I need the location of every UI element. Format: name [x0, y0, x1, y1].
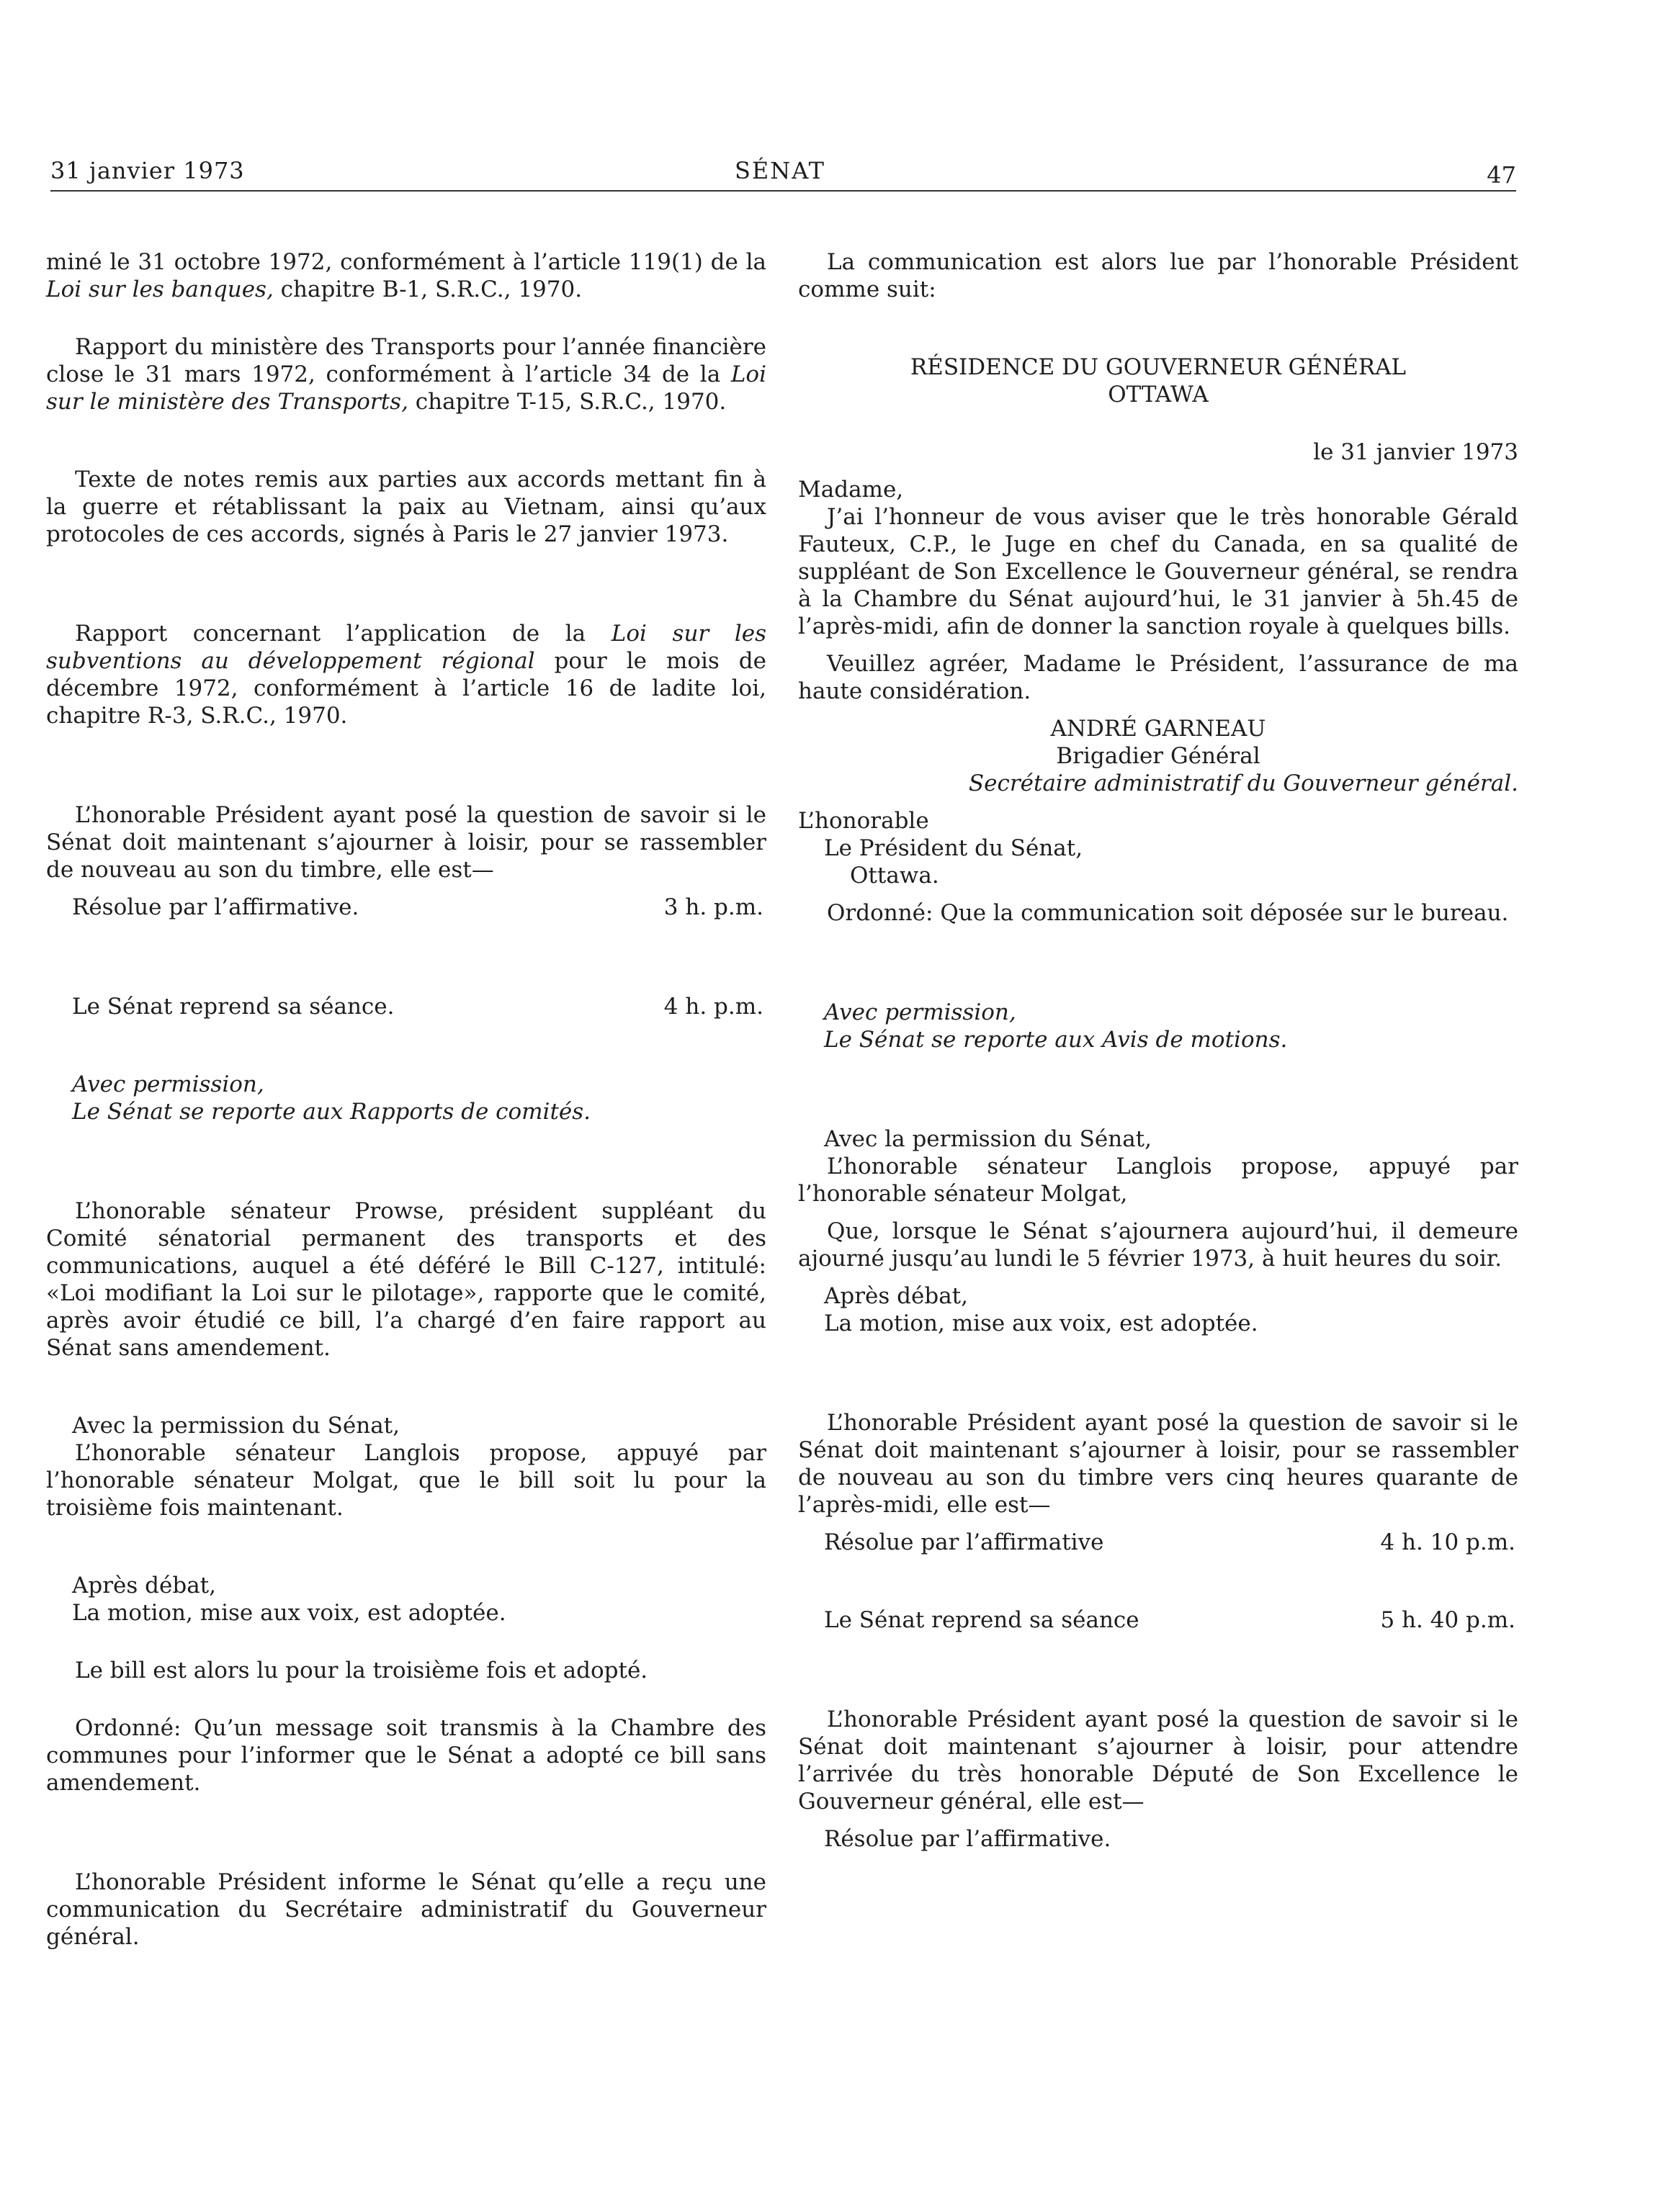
italic-line [46, 1071, 766, 1098]
sitting-resumed-line [46, 993, 766, 1020]
paragraph: J’ai l’honneur de vous aviser que le très honorable Gérald Fauteux, C.P., le Juge en chef du Canada, en sa qualité de suppléant de Son Excellence le Gouverneur général, se rendra à la Chambre du Sénat aujourd’hui, le 31 janvier à 5h.45 de l’après-midi, afin de donner la sanction royale à quelques bills. [798, 504, 1518, 639]
header-rule [50, 190, 1516, 192]
italic-run: Loi sur les subventions au développement régional [46, 621, 766, 674]
italic-run: Avec permission, [824, 999, 1016, 1025]
paragraph [46, 248, 766, 303]
text-run: chapitre B-1, S.R.C., 1970. [273, 276, 583, 302]
signature-name: ANDRÉ GARNEAU [1050, 716, 1266, 742]
paragraph: L’honorable sénateur Langlois propose, appuyé par l’honorable sénateur Molgat, que le bill soit lu pour la troisième fois maintenant. [46, 1440, 766, 1521]
paragraph: L’honorable Président informe le Sénat qu’elle a reçu une communication du Secrétaire administratif du Gouverneur général. [46, 1869, 766, 1950]
text-run: miné le 31 octobre 1972, conformément à l’article 119(1) de la [46, 249, 766, 275]
paragraph-line: Avec la permission du Sénat, [824, 1126, 1152, 1152]
page-number: 47 [1487, 161, 1516, 189]
paragraph: Texte de notes remis aux parties aux accords mettant fin à la guerre et rétablissant la paix au Vietnam, ainsi qu’aux protocoles de ces accords, signés à Paris le 27 janvier 1973. [46, 467, 766, 547]
letter-date: le 31 janvier 1973 [1313, 439, 1518, 465]
paragraph: L’honorable Président ayant posé la question de savoir si le Sénat doit maintenant s’ajourner à loisir, pour attendre l’arrivée du très honorable Député de Son Excellence le Gouverneur général, elle est— [798, 1707, 1518, 1815]
address-line: Ottawa. [850, 863, 939, 889]
header-title: SÉNAT [735, 157, 825, 184]
letterhead-line: OTTAWA [1108, 382, 1209, 408]
paragraph-line: Après débat, [72, 1573, 216, 1599]
paragraph: Ordonné: Que la communication soit déposée sur le bureau. [827, 900, 1509, 926]
paragraph: La communication est alors lue par l’honorable Président comme suit: [798, 249, 1518, 302]
resolution-text: Résolue par l’affirmative. [72, 894, 359, 920]
paragraph-line: La motion, mise aux voix, est adoptée. [72, 1600, 506, 1626]
paragraph [46, 620, 766, 729]
left-column [46, 248, 766, 1951]
text-run: pour le mois de décembre 1972, conformément à l’article 16 de ladite loi, chapitre R-3, S.R.C., 1970. [46, 648, 766, 729]
paragraph: L’honorable sénateur Prowse, président suppléant du Comité sénatorial permanent des transports et des communications, auquel a été déféré le Bill C-127, intitulé: «Loi modifiant la Loi sur le pilotage», rapporte que le comité, après avoir étudié ce bill, l’a chargé d’en faire rapport au Sénat sans amendement. [46, 1198, 766, 1361]
signature-rank: Brigadier Général [1056, 743, 1260, 769]
italic-run: Loi sur les banques, [46, 276, 274, 302]
text-run: chapitre T-15, S.R.C., 1970. [408, 389, 727, 415]
address-line: L’honorable [798, 808, 929, 834]
text-run: Rapport du ministère des Transports pour l’année financière close le 31 mars 1972, conformément à l’article 34 de la [46, 334, 766, 387]
paragraph: Que, lorsque le Sénat s’ajournera aujourd’hui, il demeure ajourné jusqu’au lundi le 5 février 1973, à huit heures du soir. [798, 1218, 1518, 1272]
address-line: Le Président du Sénat, [824, 835, 1083, 861]
paragraph: L’honorable Président ayant posé la question de savoir si le Sénat doit maintenant s’ajourner à loisir, pour se rassembler de nouveau au son du timbre, elle est— [46, 802, 766, 883]
resolution-line [798, 1529, 1518, 1556]
paragraph: L’honorable Président ayant posé la question de savoir si le Sénat doit maintenant s’ajourner à loisir, pour se rassembler de nouveau au son du timbre vers cinq heures quarante de l’après-midi, elle est— [798, 1410, 1518, 1518]
italic-run: Loi sur le ministère des Transports, [46, 361, 766, 415]
right-column [798, 248, 1518, 1853]
resolution-time: 3 h. p.m. [663, 894, 763, 920]
italic-line [798, 1026, 1518, 1053]
resolution-text: Résolue par l’affirmative [824, 1529, 1104, 1555]
paragraph: Veuillez agréer, Madame le Président, l’assurance de ma haute considération. [798, 651, 1518, 704]
sitting-resumed-line [798, 1606, 1518, 1634]
paragraph: Le bill est alors lu pour la troisième fois et adopté. [75, 1658, 648, 1683]
italic-run: Le Sénat se reporte aux Avis de motions. [824, 1027, 1288, 1053]
signature-title [798, 770, 1518, 797]
text-run: Rapport concernant l’application de la [75, 621, 612, 647]
paragraph [46, 333, 766, 415]
italic-run: Avec permission, [72, 1071, 264, 1097]
header-date: 31 janvier 1973 [50, 157, 245, 184]
sitting-resumed-text: Le Sénat reprend sa séance [824, 1607, 1139, 1633]
paragraph-line: La motion, mise aux voix, est adoptée. [824, 1310, 1258, 1336]
paragraph: Ordonné: Qu’un message soit transmis à la Chambre des communes pour l’informer que le Sénat a adopté ce bill sans amendement. [46, 1715, 766, 1796]
sitting-resumed-time: 4 h. p.m. [663, 994, 763, 1020]
paragraph: L’honorable sénateur Langlois propose, appuyé par l’honorable sénateur Molgat, [798, 1154, 1518, 1207]
resolution-line [46, 894, 766, 921]
italic-line [46, 1098, 766, 1125]
paragraph-line: Après débat, [824, 1283, 968, 1309]
sitting-resumed-time: 5 h. 40 p.m. [1380, 1607, 1515, 1633]
letterhead-line: RÉSIDENCE DU GOUVERNEUR GÉNÉRAL [910, 354, 1407, 380]
paragraph-line: Résolue par l’affirmative. [824, 1826, 1111, 1852]
sitting-resumed-text: Le Sénat reprend sa séance. [72, 994, 395, 1020]
resolution-time: 4 h. 10 p.m. [1380, 1529, 1515, 1555]
running-header [50, 157, 1516, 190]
salutation: Madame, [798, 477, 904, 503]
italic-run: Secrétaire administratif du Gouverneur général. [968, 770, 1518, 796]
paragraph-line: Avec la permission du Sénat, [72, 1413, 400, 1439]
italic-line [798, 999, 1518, 1026]
italic-run: Le Sénat se reporte aux Rapports de comités. [72, 1099, 591, 1125]
